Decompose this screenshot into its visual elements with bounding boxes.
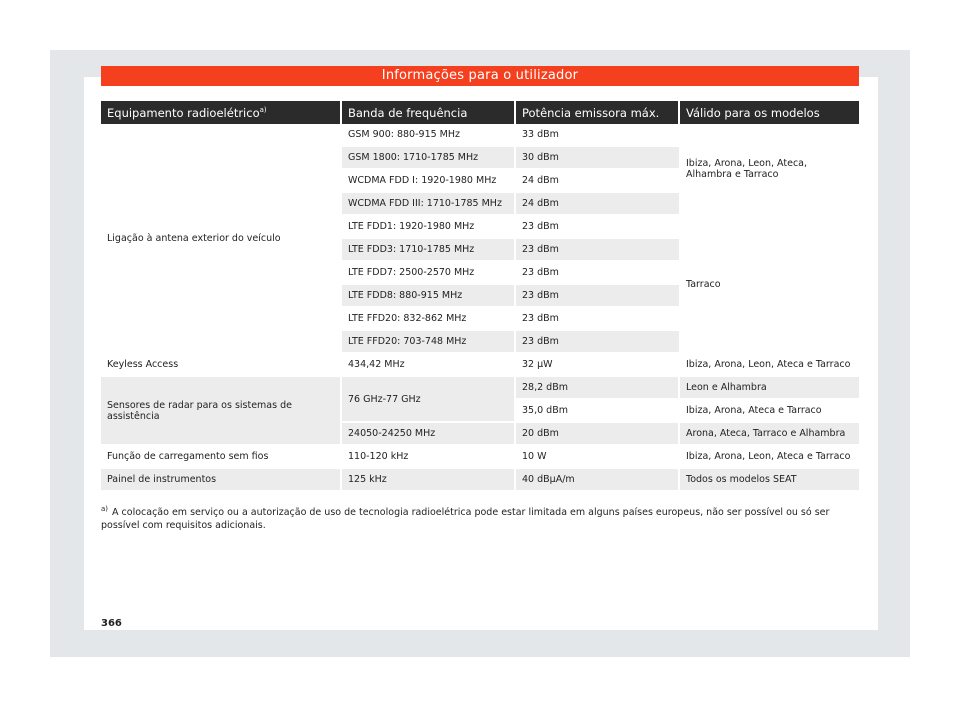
band-cell: 24050-24250 MHz (341, 422, 515, 445)
header-models: Válido para os modelos (679, 101, 859, 124)
band-cell: GSM 900: 880-915 MHz (341, 124, 515, 146)
band-cell: LTE FDD1: 1920-1980 MHz (341, 215, 515, 238)
band-cell: LTE FDD8: 880-915 MHz (341, 284, 515, 307)
band-cell: 125 kHz (341, 468, 515, 491)
footnote-text: A colocação em serviço ou a autorização de uso de tecnologia radioelétrica pode estar limitada em alguns países europeus, não ser possível ou só ser possível com requisitos adicionais. (101, 507, 830, 532)
band-cell: LTE FFD20: 832-862 MHz (341, 307, 515, 330)
antenna-equipment-cell: Ligação à antena exterior do veículo (101, 124, 341, 353)
table-row (101, 376, 859, 399)
section-title: Informações para o utilizador (101, 66, 859, 86)
power-cell: 40 dBµA/m (515, 468, 679, 491)
power-cell: 24 dBm (515, 192, 679, 215)
band-cell: LTE FFD20: 703-748 MHz (341, 330, 515, 353)
table-row (101, 353, 859, 376)
power-cell: 20 dBm (515, 422, 679, 445)
table-row (101, 468, 859, 491)
models-cell: Ibiza, Arona, Leon, Ateca, Alhambra e Tarraco (679, 124, 859, 215)
power-cell: 10 W (515, 445, 679, 468)
table-header-row (101, 101, 859, 124)
power-cell: 33 dBm (515, 124, 679, 146)
radio-equipment-table (101, 101, 859, 492)
band-cell: GSM 1800: 1710-1785 MHz (341, 146, 515, 169)
header-band: Banda de frequência (341, 101, 515, 124)
models-cell: Leon e Alhambra (679, 376, 859, 399)
power-cell: 23 dBm (515, 284, 679, 307)
table-row (101, 445, 859, 468)
power-cell: 35,0 dBm (515, 399, 679, 422)
power-cell: 23 dBm (515, 215, 679, 238)
equipment-cell: Função de carregamento sem fios (101, 445, 341, 468)
equipment-cell: Painel de instrumentos (101, 468, 341, 491)
band-cell: LTE FDD3: 1710-1785 MHz (341, 238, 515, 261)
power-cell: 23 dBm (515, 307, 679, 330)
header-equipment: Equipamento radioelétrico$^{a)}$ (101, 101, 341, 124)
models-cell: Arona, Ateca, Tarraco e Alhambra (679, 422, 859, 445)
band-cell: WCDMA FDD III: 1710-1785 MHz (341, 192, 515, 215)
models-cell: Ibiza, Arona, Leon, Ateca e Tarraco (679, 353, 859, 376)
power-cell: 23 dBm (515, 261, 679, 284)
equipment-cell: Keyless Access (101, 353, 341, 376)
band-cell: WCDMA FDD I: 1920-1980 MHz (341, 169, 515, 192)
page-number: 366 (101, 618, 122, 629)
band-cell: 76 GHz-77 GHz (341, 376, 515, 422)
band-cell: LTE FDD7: 2500-2570 MHz (341, 261, 515, 284)
power-cell: 28,2 dBm (515, 376, 679, 399)
power-cell: 23 dBm (515, 330, 679, 353)
models-cell: Ibiza, Arona, Ateca e Tarraco (679, 399, 859, 422)
power-cell: 24 dBm (515, 169, 679, 192)
footnote-marker: a) (101, 505, 109, 513)
models-cell: Todos os modelos SEAT (679, 468, 859, 491)
footnote-ref: a) (259, 105, 267, 114)
models-cell: Ibiza, Arona, Leon, Ateca e Tarraco (679, 445, 859, 468)
band-cell: 434,42 MHz (341, 353, 515, 376)
equipment-cell: Sensores de radar para os sistemas de assistência (101, 376, 341, 445)
power-cell: 32 µW (515, 353, 679, 376)
header-power: Potência emissora máx. (515, 101, 679, 124)
power-cell: 30 dBm (515, 146, 679, 169)
table-row (101, 124, 859, 146)
models-cell: Tarraco (679, 215, 859, 353)
power-cell: 23 dBm (515, 238, 679, 261)
band-cell: 110-120 kHz (341, 445, 515, 468)
footnote (101, 503, 861, 532)
